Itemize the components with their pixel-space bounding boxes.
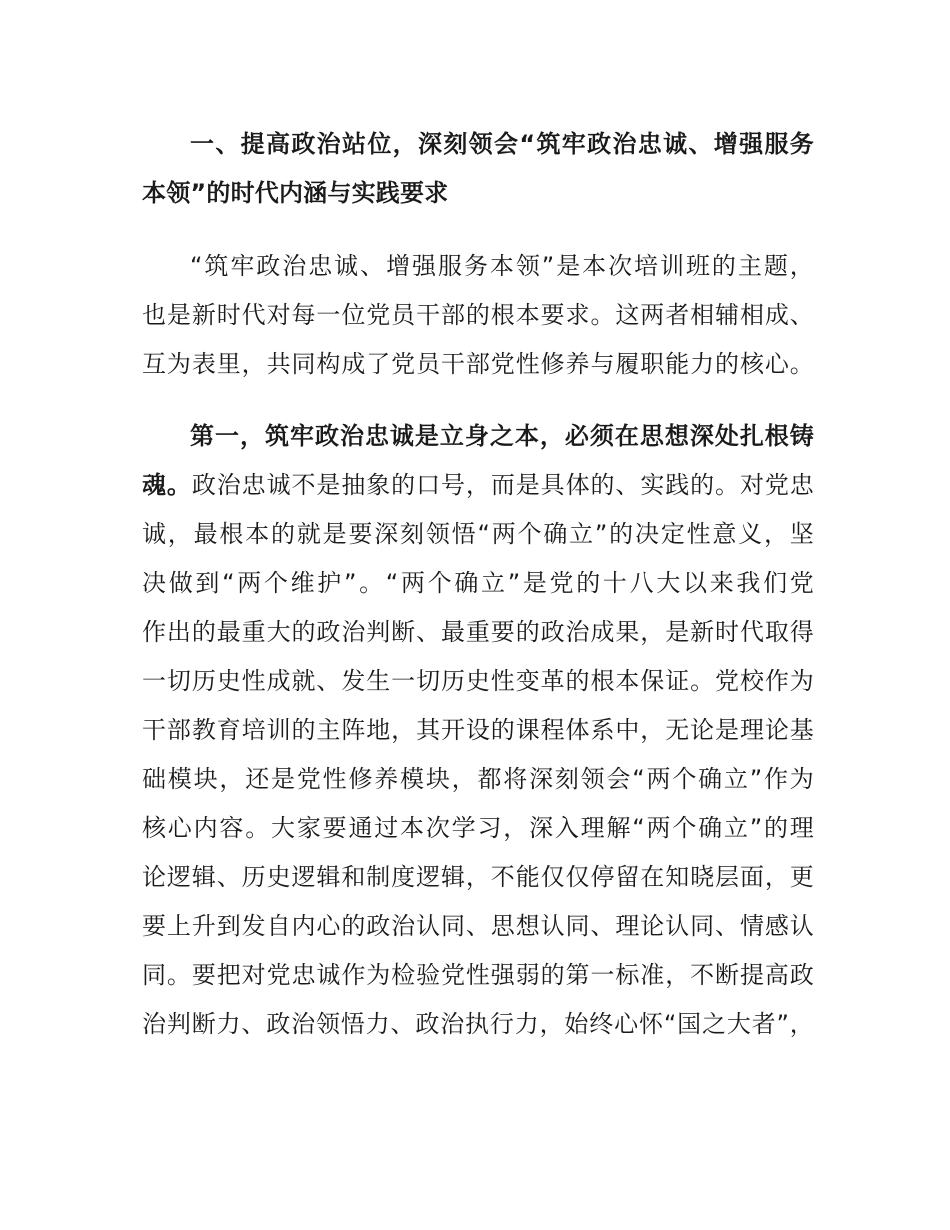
paragraph-line: 决做到“两个维护”。“两个确立”是党的十八大以来我们党 <box>142 569 814 597</box>
paragraph-line: 核心内容。大家要通过本次学习，深入理解“两个确立”的理 <box>142 814 814 842</box>
paragraph-line: 互为表里，共同构成了党员干部党性修养与履职能力的核心。 <box>142 350 814 378</box>
paragraph-line: 论逻辑、历史逻辑和制度逻辑，不能仅仅停留在知晓层面，更 <box>142 863 814 891</box>
paragraph-line: 也是新时代对每一位党员干部的根本要求。这两者相辅相成、 <box>142 301 814 329</box>
paragraph-line: “筑牢政治忠诚、增强服务本领”是本次培训班的主题， <box>190 252 814 280</box>
lead-sentence-line: 第一，筑牢政治忠诚是立身之本，必须在思想深处扎根铸 <box>190 422 814 450</box>
spacer <box>142 389 814 412</box>
heading-line: 一、提高政治站位，深刻领会“筑牢政治忠诚、增强服务 <box>190 130 814 158</box>
heading-line: 本领”的时代内涵与实践要求 <box>142 179 449 207</box>
paragraph-line: 一切历史性成就、发生一切历史性变革的根本保证。党校作为 <box>142 667 814 695</box>
paragraph-line-rest: 政治忠诚不是抽象的口号，而是具体的、实践的。对党忠 <box>191 471 814 499</box>
intro-paragraph <box>142 242 814 389</box>
paragraph-line <box>142 461 814 510</box>
document-page <box>142 120 814 1049</box>
paragraph-line: 诚，最根本的就是要深刻领悟“两个确立”的决定性意义，坚 <box>142 520 814 548</box>
lead-sentence-end: 魂。 <box>142 471 192 499</box>
paragraph-line: 础模块，还是党性修养模块，都将深刻领会“两个确立”作为 <box>142 765 814 793</box>
paragraph-line: 同。要把对党忠诚作为检验党性强弱的第一标准，不断提高政 <box>142 961 814 989</box>
paragraph-line: 要上升到发自内心的政治认同、思想认同、理论认同、情感认 <box>142 912 814 940</box>
spacer <box>142 218 814 242</box>
paragraph-line: 干部教育培训的主阵地，其开设的课程体系中，无论是理论基 <box>142 716 814 744</box>
section-one-paragraph <box>142 412 814 1049</box>
paragraph-line: 作出的最重大的政治判断、最重要的政治成果，是新时代取得 <box>142 618 814 646</box>
paragraph-line: 治判断力、政治领悟力、政治执行力，始终心怀“国之大者”， <box>142 1010 814 1038</box>
section-heading <box>142 120 814 218</box>
